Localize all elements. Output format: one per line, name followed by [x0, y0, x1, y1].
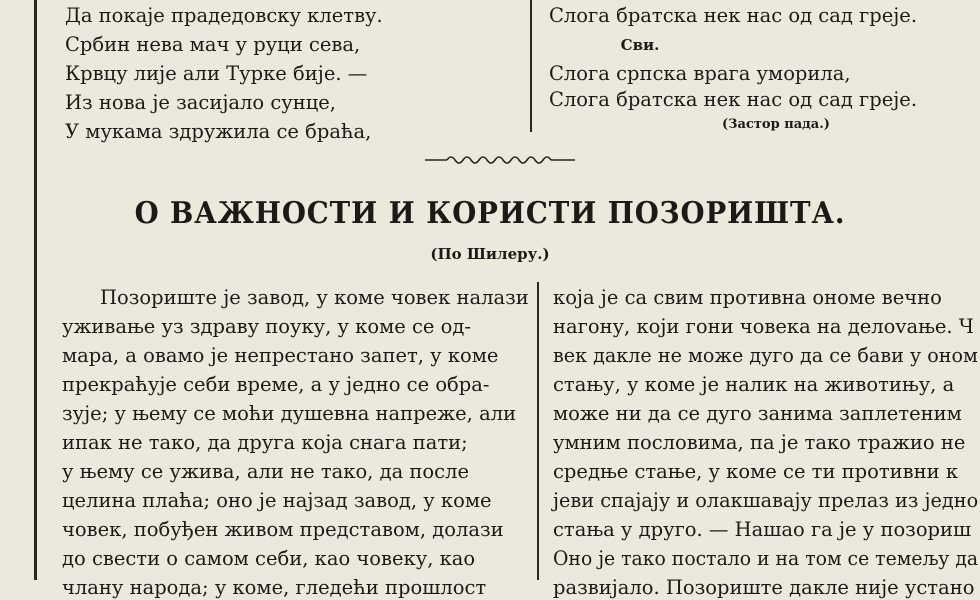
article-line: члану народа; у коме, гледећи прошлост	[62, 576, 487, 599]
article-line: мара, а овамо је непрестано запет, у коме	[62, 344, 499, 367]
article-line: ипак не тако, да друга која снага пати;	[62, 431, 468, 454]
article-line: прекраћује себи време, а у једно се обра-	[62, 373, 490, 396]
article-line: зује; у њему се моћи душевна напреже, али	[62, 402, 517, 425]
article-line: до свести о самом себи, као човеку, као	[62, 547, 476, 570]
article-line: која је са свим противна ономе вечно	[553, 286, 942, 309]
stage-direction: (Застор пада.)	[722, 117, 830, 132]
poem-line: Да покаје прадедовску клетву.	[65, 4, 383, 27]
speaker-label: Сви.	[620, 36, 660, 54]
article-line: век дакле не може дуго да се бави у оном	[553, 344, 978, 367]
article-line: умним пословима, па је тако тражио не	[553, 431, 966, 454]
article-line: јеви спајају и олакшавају прелаз из једно	[553, 489, 979, 512]
poem-column-divider	[530, 0, 532, 132]
wavy-separator-ornament	[425, 153, 575, 167]
poem-line: Крвцу лије али Турке бије. —	[65, 62, 368, 85]
article-line: стања у друго. — Нашао га је у позориш	[553, 518, 972, 541]
article-line: у њему се ужива, али не тако, да после	[62, 460, 469, 483]
poem-line: Слога братска нек нас од сад греје.	[549, 88, 918, 111]
article-line: стању, у коме је налик на животињу, а	[553, 373, 955, 396]
poem-line: Србин нева мач у руци сева,	[65, 33, 361, 56]
page-left-border	[34, 0, 37, 580]
article-line: уживање уз здраву поуку, у коме се од-	[62, 315, 472, 338]
article-line: човек, побуђен живом представом, долази	[62, 518, 504, 541]
poem-line: У мукама здружила се браћа,	[65, 120, 372, 143]
article-line: може ни да се дуго занима заплетеним	[553, 402, 962, 425]
poem-line: Слога српска врага уморила,	[549, 62, 851, 85]
article-line: Оно је тако постало и на том се темељу да	[553, 547, 979, 570]
article-line: нагону, који гони човека на делovање. Ч	[553, 315, 974, 338]
article-line: развијало. Позориште дакле није устано	[553, 576, 975, 599]
poem-line: Слога братска нек нас од сад греје.	[549, 4, 918, 27]
article-line: Позориште је завод, у коме човек налази	[100, 286, 529, 309]
article-line: средње стање, у коме се ти противни к	[553, 460, 959, 483]
article-title: О ВАЖНОСТИ И КОРИСТИ ПОЗОРИШТА.	[134, 196, 846, 231]
article-line: целина плаћа; оно је најзад завод, у коме	[62, 489, 492, 512]
poem-line: Из нова је засијало сунце,	[65, 91, 337, 114]
article-subtitle: (По Шилеру.)	[430, 245, 550, 263]
article-column-divider	[537, 282, 539, 580]
